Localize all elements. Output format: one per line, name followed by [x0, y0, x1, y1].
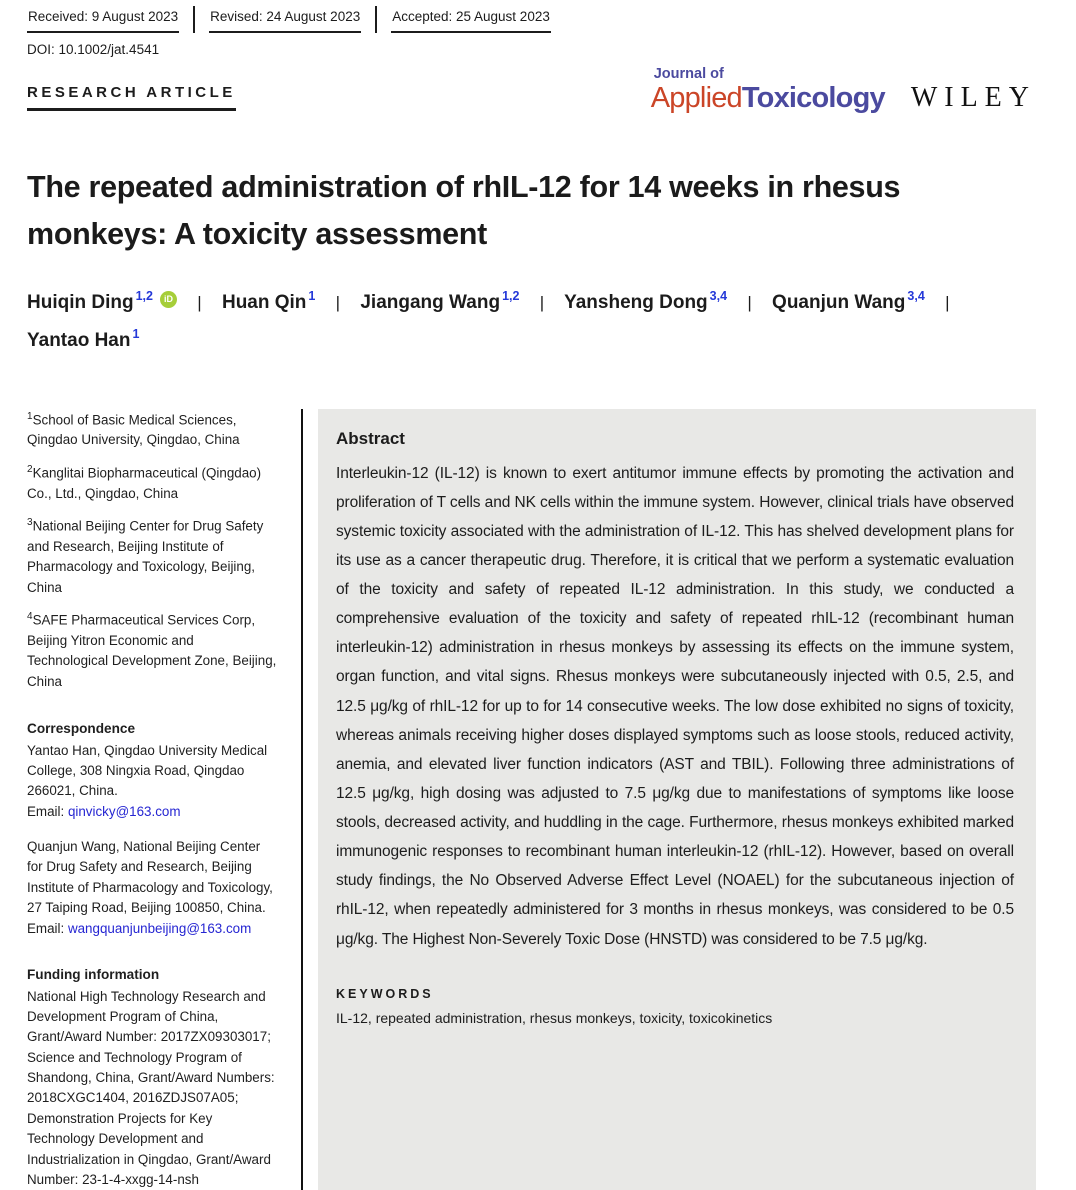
affiliation-sup: 2: [27, 463, 33, 475]
metadata-column: [27, 409, 301, 1190]
author-separator: |: [197, 292, 202, 312]
revised-date: Revised: 24 August 2023: [209, 6, 361, 33]
logo-group: [651, 67, 1036, 114]
doi: DOI: 10.1002/jat.4541: [27, 42, 160, 57]
author-name: Jiangang Wang: [360, 291, 501, 313]
author: [221, 288, 316, 313]
author: [772, 288, 925, 313]
author-name: Yansheng Dong: [564, 291, 708, 313]
author-affil-sup: 1,2: [135, 288, 153, 303]
affiliation-sup: 1: [27, 410, 33, 422]
history-dates-bar: [27, 6, 1036, 33]
author-list: [27, 284, 967, 360]
journal-name: [650, 81, 885, 114]
keywords-text: IL-12, repeated administration, rhesus monkeys, toxicity, toxicokinetics: [336, 1009, 773, 1026]
correspondence-entry: [27, 741, 277, 823]
author: [360, 288, 520, 313]
author-separator: |: [747, 292, 752, 312]
affiliation: [27, 609, 277, 692]
main-columns: [27, 409, 1036, 1190]
journal-name-toxicology: Toxicology: [741, 81, 885, 114]
journal-logo: [651, 67, 885, 113]
journal-name-applied: Applied: [650, 81, 742, 114]
email-label: Email:: [27, 803, 68, 819]
author: [27, 326, 140, 351]
email-link[interactable]: qinvicky@163.com: [67, 803, 181, 819]
brand-row: [27, 65, 1036, 114]
author-affil-sup: 1: [308, 288, 316, 303]
column-divider: [301, 409, 303, 1190]
email-label: Email:: [27, 920, 68, 936]
keywords-heading: KEYWORDS: [336, 986, 434, 1001]
affiliation-text: SAFE Pharmaceutical Services Corp, Beijing Yitron Economic and Technological Development Zone, Beijing, China: [27, 612, 277, 689]
author-name: Huiqin Ding: [27, 291, 134, 313]
author-name: Quanjun Wang: [772, 291, 906, 313]
article-type-label: RESEARCH ARTICLE: [27, 84, 236, 111]
author-name: Yantao Han: [27, 329, 131, 351]
abstract-text: Interleukin-12 (IL-12) is known to exert antitumor immune effects by promoting the activation and proliferation of T cells and NK cells within the immune system. However, clinical trials have observed systemic toxicity associated with the administration of IL-12. This has shelved development plans for its use as a cancer therapeutic drug. Therefore, it is critical that we perform a systematic evaluation of the toxicity and safety of repeated IL-12 administration. In this study, we conducted a comprehensive evaluation of the toxicity and safety of repeated rhIL-12 (recombinant human interleukin-12) administration in rhesus monkeys by assessing its effects on the immune system, organ function, and vital signs. Rhesus monkeys were subcutaneously injected with 0.5, 2.5, and 12.5 μg/kg of rhIL-12 for up to for 14 consecutive weeks. The low dose exhibited no signs of toxicity, whereas animals receiving higher doses displayed symptoms such as loose stools, reduced activity, anemia, and elevated liver function indicators (AST and TBIL). Following three administrations of 12.5 μg/kg, high dosing was adjusted to 7.5 μg/kg due to manifestations of symptoms like loose stools, decreased activity, and huddling in the cage. Furthermore, rhesus monkeys exhibited marked immunogenic responses to recombinant human interleukin-12 (rhIL-12). However, based on overall study findings, the No Observed Adverse Effect Level (NOAEL) for the subcutaneous injection of rhIL-12, when repeatedly administered for 3 months in rhesus monkeys, was considered to be 0.5 μg/kg. The Highest Non-Severely Toxic Dose (HNSTD) was considered to be 7.5 μg/kg.: [336, 464, 1014, 948]
page-title: The repeated administration of rhIL-12 for 14 weeks in rhesus monkeys: A toxicity assessment: [27, 170, 901, 252]
author-name: Huan Qin: [221, 291, 307, 313]
author-affil-sup: 3,4: [709, 288, 728, 303]
date-divider: [193, 6, 195, 33]
affiliation-text: School of Basic Medical Sciences, Qingdao University, Qingdao, China: [27, 412, 240, 448]
affiliation: [27, 462, 277, 504]
email-link[interactable]: wangquanjunbeijing@163.com: [67, 920, 252, 936]
orcid-icon[interactable]: iD: [160, 291, 177, 308]
affiliation: [27, 409, 277, 451]
received-date: Received: 9 August 2023: [27, 6, 179, 33]
affiliation-sup: 4: [27, 610, 33, 622]
author-separator: |: [335, 292, 341, 312]
abstract-box: [318, 409, 1036, 1190]
date-divider: [375, 6, 377, 33]
affiliation-text: National Beijing Center for Drug Safety and Research, Beijing Institute of Pharmacology and Toxicology, Beijing, China: [27, 518, 264, 595]
author-separator: |: [539, 292, 545, 312]
author-separator: |: [945, 292, 950, 312]
correspondence-entry: [27, 837, 277, 939]
wiley-logo: WILEY: [910, 82, 1036, 113]
author-affil-sup: 1,2: [502, 288, 520, 303]
affiliation-text: Kanglitai Biopharmaceutical (Qingdao) Co., Ltd., Qingdao, China: [27, 465, 262, 501]
affiliation-sup: 3: [27, 516, 33, 528]
funding-text: National High Technology Research and Development Program of China, Grant/Award Number: 2017ZX09303017; Science and Technology Program of Shandong, China, Grant/Award Numbers: 2018CXGC1404, 2016ZDJS07A05; Demonstration Projects for Key Technology Development and Industrialization in Qingdao, Grant/Award Number: 23-1-4-xxgg-14-nsh: [27, 988, 275, 1187]
author-affil-sup: 1: [132, 326, 140, 341]
author-affil-sup: 3,4: [907, 288, 925, 303]
abstract-heading: Abstract: [336, 428, 405, 448]
correspondence-heading: Correspondence: [27, 720, 136, 736]
accepted-date: Accepted: 25 August 2023: [391, 6, 551, 33]
correspondence-text: Yantao Han, Qingdao University Medical College, 308 Ningxia Road, Qingdao 266021, China.: [27, 742, 268, 799]
journal-of-label: Journal of: [653, 66, 724, 82]
affiliation: [27, 515, 277, 598]
author: [27, 288, 177, 313]
author: [564, 288, 728, 313]
correspondence-text: Quanjun Wang, National Beijing Center for Drug Safety and Research, Beijing Institute of Pharmacology and Toxicology, 27 Taiping Road, Beijing 100850, China.: [27, 839, 273, 916]
funding-heading: Funding information: [27, 966, 160, 982]
